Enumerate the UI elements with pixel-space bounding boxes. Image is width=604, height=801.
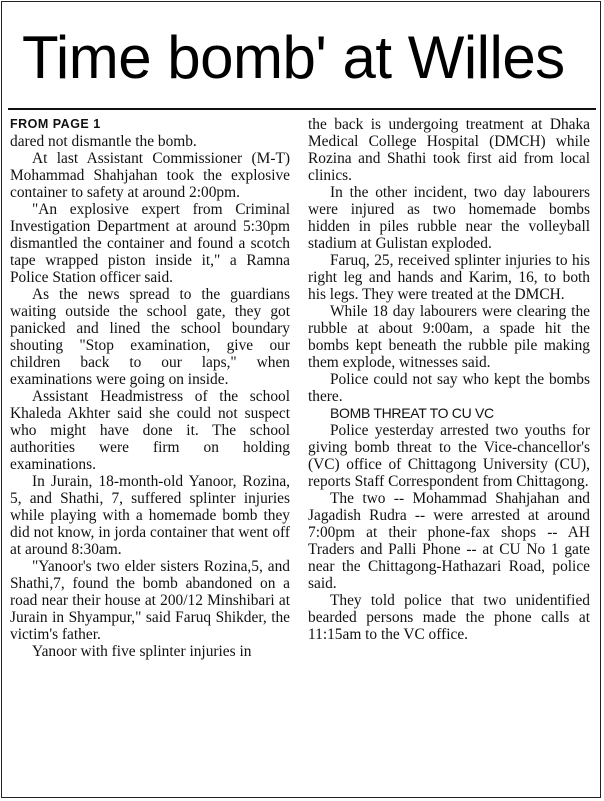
paragraph: The two -- Mohammad Shahjahan and Jagadish Rudra -- were arrested at around 7:00pm at their phone-fax shops -- AH Traders and Palli Phone -- at CU No 1 gate near the Chittagong-Hathazari Road, police said.	[308, 490, 590, 592]
paragraph: Police could not say who kept the bombs there.	[308, 371, 590, 405]
paragraph: In the other incident, two day labourers were injured as two homemade bombs hidden in piles rubble near the volleyball stadium at Gulistan exploded.	[308, 184, 590, 252]
article-headline: Time bomb' at Willes	[22, 24, 565, 91]
paragraph: the back is undergoing treatment at Dhaka Medical College Hospital (DMCH) while Rozina and Shathi took first aid from local clinics.	[308, 116, 590, 184]
paragraph: Police yesterday arrested two youths for giving bomb threat to the Vice-chancellor's (VC) office of Chittagong University (CU), reports Staff Correspondent from Chittagong.	[308, 422, 590, 490]
paragraph: Faruq, 25, received splinter injuries to his right leg and hands and Karim, 16, to both his legs. They were treated at the DMCH.	[308, 252, 590, 303]
headline-rule	[8, 108, 596, 110]
paragraph: "An explosive expert from Criminal Investigation Department at around 5:30pm dismantled the container and found a scotch tape wrapped piston inside it," a Ramna Police Station officer said.	[10, 201, 290, 286]
subheading-bomb-threat: BOMB THREAT TO CU VC	[330, 405, 494, 421]
paragraph: At last Assistant Commissioner (M-T) Mohammad Shahjahan took the explosive container to safety at around 2:00pm.	[10, 150, 290, 201]
left-column	[10, 116, 290, 660]
paragraph: While 18 day labourers were clearing the rubble at about 9:00am, a spade hit the bombs kept beneath the rubble pile making them explode, witnesses said.	[308, 303, 590, 371]
paragraph: Yanoor with five splinter injuries in	[32, 643, 252, 660]
paragraph: Assistant Headmistress of the school Khaleda Akhter said she could not suspect who might have done it. The school authorities were firm on holding examinations.	[10, 388, 290, 473]
paragraph: In Jurain, 18-month-old Yanoor, Rozina, 5, and Shathi, 7, suffered splinter injuries while playing with a homemade bomb they did not know, in jorda container that went off at around 8:30am.	[10, 473, 290, 558]
paragraph: As the news spread to the guardians waiting outside the school gate, they got panicked and lined the school boundary shouting "Stop examination, give our children back to our laps," when examinations were going on inside.	[10, 286, 290, 388]
kicker-from-page: FROM PAGE 1	[10, 117, 101, 131]
paragraph: They told police that two unidentified bearded persons made the phone calls at 11:15am to the VC office.	[308, 592, 590, 643]
paragraph: dared not dismantle the bomb.	[10, 133, 197, 150]
right-column	[308, 116, 590, 643]
paragraph: "Yanoor's two elder sisters Rozina,5, and Shathi,7, found the bomb abandoned on a road near their house at 200/12 Minshibari at Jurain in Shyampur," said Faruq Shikder, the victim's father.	[10, 558, 290, 643]
